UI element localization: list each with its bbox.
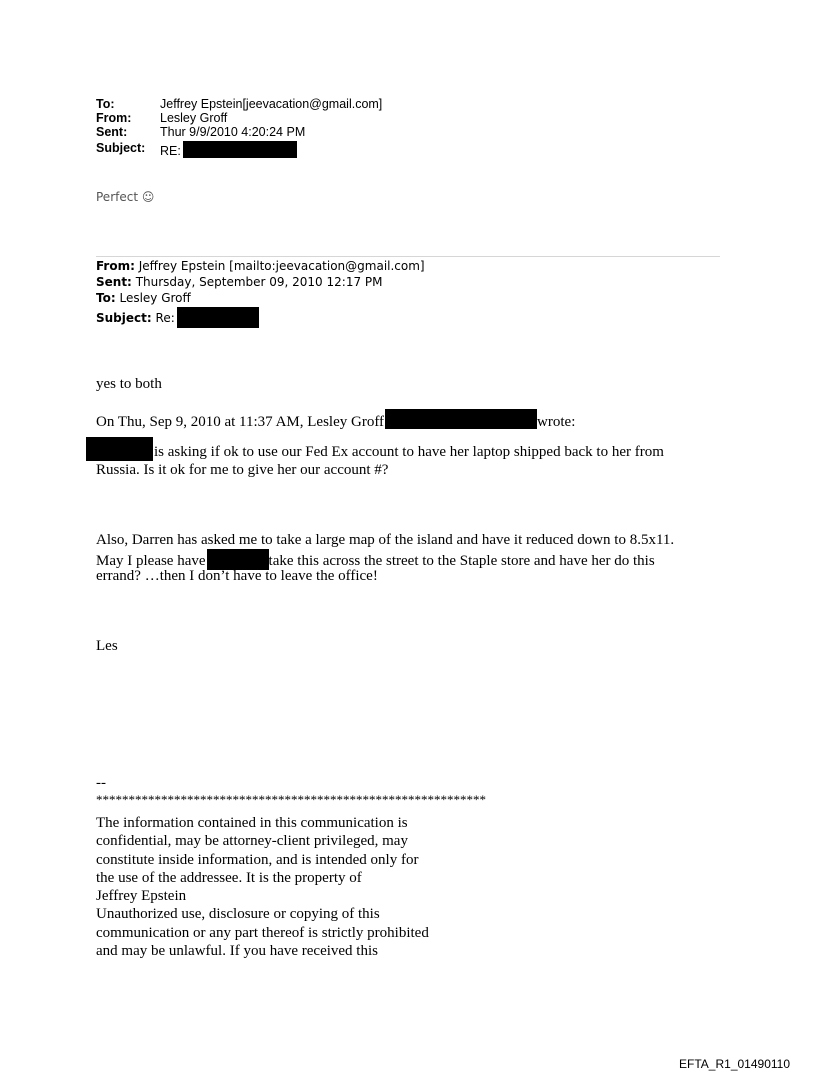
sent-label: Sent: (96, 275, 132, 289)
quote-wrote: wrote: (537, 414, 576, 430)
disclaimer-line: confidential, may be attorney-client privileged, may (96, 833, 408, 850)
separator-line (96, 256, 720, 257)
reply-body: Perfect ☺ (96, 190, 155, 204)
redaction-block (183, 141, 297, 158)
to-value: Lesley Groff (119, 291, 191, 305)
subject-label: Subject: (96, 311, 152, 325)
from-value: Jeffrey Epstein [mailto:jeevacation@gmail.com] (138, 259, 425, 273)
sent-value: Thursday, September 09, 2010 12:17 PM (135, 275, 383, 289)
email-header-quoted (96, 258, 516, 332)
from-label: From: (96, 259, 135, 273)
email-header-primary (96, 97, 516, 159)
to-label: To: (96, 291, 116, 305)
subject-value: RE: (160, 144, 181, 158)
disclaimer-line: and may be unlawful. If you have received this (96, 943, 378, 960)
to-label: To: (96, 97, 115, 111)
disclaimer-line: communication or any part thereof is strictly prohibited (96, 924, 429, 941)
redaction-block (385, 409, 537, 429)
paragraph-2-line-2-start: May I please have (96, 553, 206, 569)
redaction-block (86, 437, 153, 461)
from-label: From: (96, 111, 132, 125)
paragraph-1-line-2: Russia. Is it ok for me to give her our account #? (96, 462, 389, 478)
subject-label: Subject: (96, 141, 146, 155)
disclaimer-line: Unauthorized use, disclosure or copying of this (96, 906, 380, 923)
quote-intro: On Thu, Sep 9, 2010 at 11:37 AM, Lesley Groff (96, 414, 385, 430)
answer-text: yes to both (96, 376, 162, 392)
footer-stars: ************************************************************ (96, 792, 486, 807)
sent-value: Thur 9/9/2010 4:20:24 PM (160, 125, 306, 139)
disclaimer-line: the use of the addressee. It is the property of (96, 869, 362, 886)
paragraph-2-line-1: Also, Darren has asked me to take a large map of the island and have it reduced down to 8.5x11. (96, 532, 675, 548)
subject-line (160, 141, 297, 159)
subject-value: Re: (155, 311, 175, 325)
footer-dashes: -- (96, 775, 106, 791)
from-value: Lesley Groff (160, 111, 228, 125)
disclaimer (96, 814, 429, 960)
paragraph-2-line-3: errand? …then I don’t have to leave the office! (96, 568, 378, 584)
signature: Les (96, 638, 118, 654)
sent-label: Sent: (96, 125, 128, 139)
quote-intro-line (96, 409, 575, 431)
to-value: Jeffrey Epstein[jeevacation@gmail.com] (160, 97, 383, 111)
disclaimer-line: Jeffrey Epstein (96, 888, 187, 905)
disclaimer-line: constitute inside information, and is intended only for (96, 851, 419, 868)
disclaimer-line: The information contained in this communication is (96, 815, 408, 831)
paragraph-2-line-2-end: take this across the street to the Staple store and have her do this (268, 553, 655, 569)
redaction-block (177, 307, 259, 328)
paragraph-1-line-1: is asking if ok to use our Fed Ex account to have her laptop shipped back to her from (154, 444, 664, 460)
document-id: EFTA_R1_01490110 (679, 1057, 790, 1071)
